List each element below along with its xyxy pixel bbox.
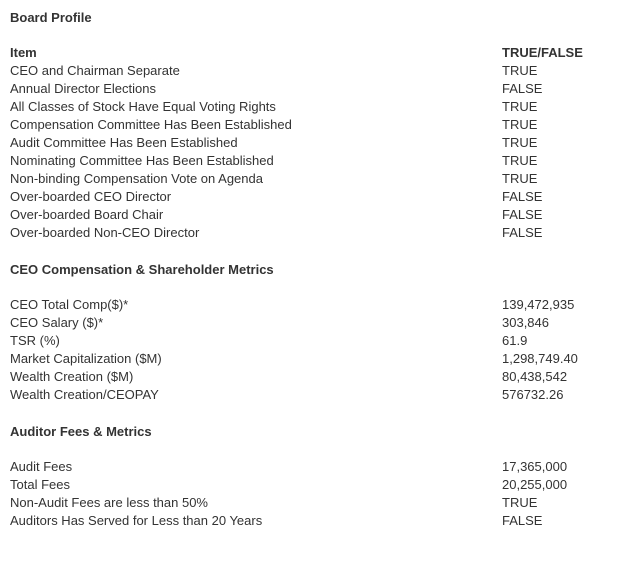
table-row [10,494,619,512]
table-row [10,224,619,242]
row-value: FALSE [502,207,543,222]
table-row [10,476,619,494]
table-row [10,332,619,350]
row-value: 17,365,000 [502,459,568,474]
section-rows [10,296,619,404]
row-value: 139,472,935 [502,297,575,312]
row-label: Audit Committee Has Been Established [10,135,238,150]
row-label: CEO Salary ($)* [10,315,104,330]
row-label: CEO Total Comp($)* [10,297,129,312]
row-value: TRUE [502,99,538,114]
row-label: Non-binding Compensation Vote on Agenda [10,171,263,186]
row-label: Item [10,45,37,60]
table-row [10,206,619,224]
row-label: Over-boarded Non-CEO Director [10,225,200,240]
table-row [10,80,619,98]
row-value: FALSE [502,513,543,528]
section [10,261,619,404]
section-title: Board Profile [10,10,92,25]
table-row [10,44,619,62]
row-label: Over-boarded CEO Director [10,189,172,204]
row-value: FALSE [502,189,543,204]
row-value: TRUE [502,495,538,510]
row-value: 1,298,749.40 [502,351,578,366]
section-title: CEO Compensation & Shareholder Metrics [10,262,274,277]
row-label: All Classes of Stock Have Equal Voting Rights [10,99,276,114]
table-row [10,350,619,368]
row-value: TRUE [502,153,538,168]
row-label: Non-Audit Fees are less than 50% [10,495,208,510]
row-value: 20,255,000 [502,477,568,492]
row-value: 576732.26 [502,387,564,402]
row-value: TRUE [502,171,538,186]
table-row [10,458,619,476]
table-row [10,170,619,188]
row-label: Compensation Committee Has Been Established [10,117,292,132]
table-row [10,134,619,152]
row-label: CEO and Chairman Separate [10,63,180,78]
table-row [10,386,619,404]
row-value: 303,846 [502,315,549,330]
row-label: Market Capitalization ($M) [10,351,162,366]
table-row [10,368,619,386]
row-label: Wealth Creation/CEOPAY [10,387,159,402]
row-label: Annual Director Elections [10,81,156,96]
row-value: TRUE [502,63,538,78]
table-row [10,512,619,530]
table-row [10,116,619,134]
table-row [10,98,619,116]
row-value: 61.9 [502,333,528,348]
row-label: Wealth Creation ($M) [10,369,134,384]
row-value: FALSE [502,225,543,240]
table-row [10,152,619,170]
row-label: Audit Fees [10,459,73,474]
section-rows [10,458,619,530]
section-title: Auditor Fees & Metrics [10,424,152,439]
row-value: FALSE [502,81,543,96]
row-value: TRUE/FALSE [502,45,583,60]
row-label: TSR (%) [10,333,60,348]
section-rows [10,44,619,242]
section [10,423,619,530]
row-label: Auditors Has Served for Less than 20 Years [10,513,263,528]
table-row [10,314,619,332]
section [10,9,619,242]
row-label: Over-boarded Board Chair [10,207,164,222]
table-row [10,62,619,80]
row-label: Total Fees [10,477,70,492]
table-row [10,296,619,314]
row-label: Nominating Committee Has Been Established [10,153,274,168]
row-value: 80,438,542 [502,369,568,384]
table-row [10,188,619,206]
row-value: TRUE [502,117,538,132]
row-value: TRUE [502,135,538,150]
